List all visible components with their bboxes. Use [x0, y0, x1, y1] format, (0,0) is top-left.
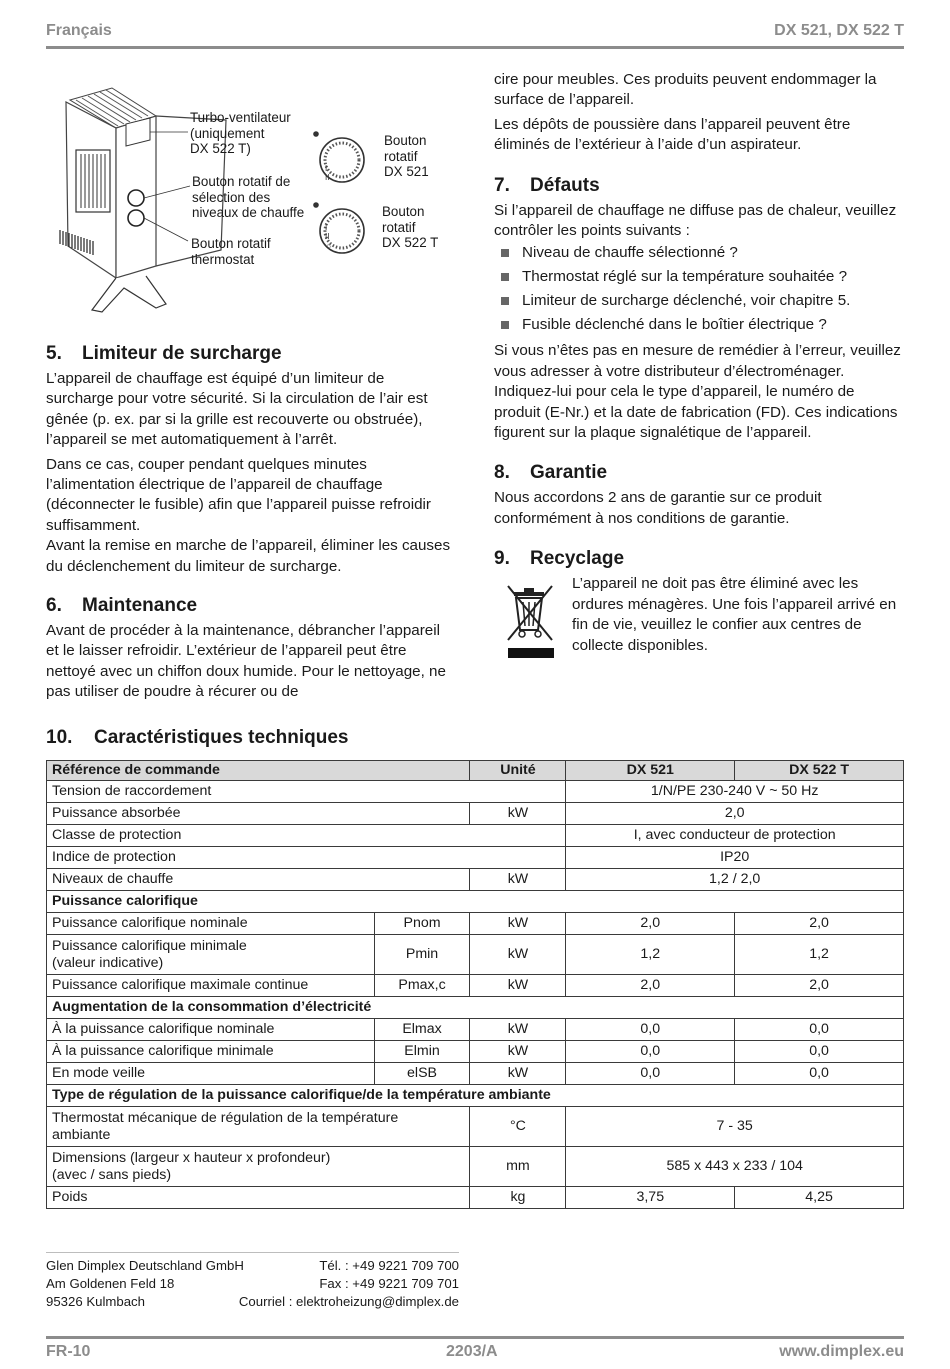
- section-9-p1: L’appareil ne doit pas être éliminé avec les ordures ménagères. Une fois l’appareil arrivé en fin de vie, veuillez le confier aux centres de collecte disponibles.: [572, 575, 897, 654]
- fax-number: Fax : +49 9221 709 701: [319, 1276, 459, 1291]
- revision: 2203/A: [446, 1343, 498, 1360]
- section-10-heading: 10. Caractéristiques techniques: [46, 727, 349, 748]
- list-item: Niveau de chauffe sélectionné ?: [494, 241, 904, 265]
- table-row: À la puissance calorifique minimale Elmin kW 0,0 0,0: [47, 1041, 904, 1063]
- table-row: En mode veille elSB kW 0,0 0,0: [47, 1063, 904, 1085]
- table-row: Indice de protection IP20: [47, 847, 904, 869]
- header-models: DX 521, DX 522 T: [774, 22, 904, 39]
- section-6-heading: 6. Maintenance: [46, 595, 198, 617]
- section-7-outro: Si vous n’êtes pas en mesure de remédier à l’erreur, veuillez vous adresser à votre distributeur d’électroménager. Indiquez-lui pour cela le type d’appareil, le numéro de produit (E-Nr.) et la date de fabrication (FD). Ces indications figurent sur la plaque signalétique de l’appareil.: [494, 342, 901, 442]
- section-9-heading: 9. Recyclage: [494, 548, 625, 570]
- label-turbo-fan: Turbo-ventilateur (uniquement DX 522 T): [190, 110, 291, 157]
- weee-bin-icon: [502, 578, 562, 668]
- list-item: Fusible déclenché dans le boîtier électrique ?: [494, 313, 904, 337]
- section-8-heading: 8. Garantie: [494, 462, 608, 484]
- footer-rule: [46, 1336, 904, 1339]
- table-row: Niveaux de chauffe kW 1,2 / 2,0: [47, 869, 904, 891]
- table-row: Puissance calorifique nominale Pnom kW 2,0 2,0: [47, 913, 904, 935]
- page-header: [46, 22, 904, 44]
- section-6-p1: Avant de procéder à la maintenance, débrancher l’appareil et le laisser refroidir. L’extérieur de l’appareil peut être nettoyé avec un chiffon doux humide. Pour le nettoyage, ne pas utiliser de poudre à récurer ou de: [46, 622, 446, 701]
- left-column: [46, 342, 454, 707]
- table-row: Thermostat mécanique de régulation de la température ambiante °C 7 - 35: [47, 1107, 904, 1147]
- email-address: Courriel : elektroheizung@dimplex.de: [238, 1294, 459, 1309]
- table-section-row: Puissance calorifique: [47, 891, 904, 913]
- table-row: Tension de raccordement 1/N/PE 230-240 V ~ 50 Hz: [47, 781, 904, 803]
- label-thermostat: Bouton rotatif thermostat: [191, 236, 271, 267]
- table-section-row: Type de régulation de la puissance calorifique/de la température ambiante: [47, 1085, 904, 1107]
- section-6-p1-cont: cire pour meubles. Ces produits peuvent endommager la surface de l’appareil.: [494, 71, 877, 109]
- section-5-heading: 5. Limiteur de surcharge: [46, 343, 282, 364]
- defects-list: [494, 241, 904, 337]
- section-5-p1: L’appareil de chauffage est équipé d’un limiteur de surcharge pour votre sécurité. Si la circulation de l’air est gênée (p. ex. par si la grille est recouverte ou obstruée), l’appareil se met automatiquement à l’arrêt.: [46, 370, 428, 449]
- page-footer: [46, 1343, 904, 1363]
- list-item: Thermostat réglé sur la température souhaitée ?: [494, 265, 904, 289]
- heater-figure: [46, 78, 454, 328]
- section-5-p3: Avant la remise en marche de l’appareil, éliminer les causes du déclenchement du limiteur de surcharge.: [46, 537, 451, 575]
- city-address: 95326 Kulmbach: [46, 1294, 145, 1309]
- knob-marks-1: I II: [325, 164, 330, 182]
- section-8-p1: Nous accordons 2 ans de garantie sur ce produit conformément à nos conditions de garantie.: [494, 489, 822, 527]
- section-6-p2: Les dépôts de poussière dans l’appareil peuvent être éliminés de l’extérieur à l’aide d’un aspirateur.: [494, 115, 851, 154]
- table-section-row: Augmentation de la consommation d’électricité: [47, 997, 904, 1019]
- table-row: Puissance calorifique minimale (valeur indicative) Pmin kW 1,2 1,2: [47, 935, 904, 975]
- table-row: Classe de protection I, avec conducteur de protection: [47, 825, 904, 847]
- table-row: Poids kg 3,75 4,25: [47, 1187, 904, 1209]
- section-5-p2: Dans ce cas, couper pendant quelques minutes l’alimentation électrique de l’appareil de chauffage (déconnecter le fusible) afin que l’appareil puisse refroidir suffisamment.: [46, 455, 431, 534]
- table-row: Dimensions (largeur x hauteur x profondeur) (avec / sans pieds) mm 585 x 443 x 233 / 104: [47, 1147, 904, 1187]
- right-column: [494, 70, 904, 664]
- header-language: Français: [46, 22, 112, 39]
- label-knob-dx522t: Bouton rotatif DX 522 T: [382, 204, 439, 251]
- website: www.dimplex.eu: [779, 1343, 904, 1360]
- label-level-selector: Bouton rotatif de sélection des niveaux de chauffe: [192, 174, 305, 221]
- page-number: FR-10: [46, 1343, 91, 1360]
- address-rule: [46, 1252, 459, 1253]
- address-block: [46, 1252, 459, 1311]
- section-7-intro: Si l’appareil de chauffage ne diffuse pas de chaleur, veuillez contrôler les points suivants :: [494, 201, 897, 240]
- spec-table: [46, 760, 904, 1209]
- table-row: À la puissance calorifique nominale Elmax kW 0,0 0,0: [47, 1019, 904, 1041]
- recycling-block: [494, 574, 904, 664]
- street-address: Am Goldenen Feld 18: [46, 1276, 175, 1291]
- phone-number: Tél. : +49 9221 709 700: [319, 1258, 459, 1273]
- section-7-heading: 7. Défauts: [494, 174, 600, 196]
- company-name: Glen Dimplex Deutschland GmbH: [46, 1258, 244, 1273]
- knob-marks-2: I II ☼: [325, 223, 333, 250]
- label-knob-dx521: Bouton rotatif DX 521: [384, 133, 429, 180]
- table-row: Puissance absorbée kW 2,0: [47, 803, 904, 825]
- list-item: Limiteur de surcharge déclenché, voir chapitre 5.: [494, 289, 904, 313]
- table-row: Puissance calorifique maximale continue Pmax,c kW 2,0 2,0: [47, 975, 904, 997]
- header-rule: [46, 46, 904, 49]
- table-header-row: Référence de commande Unité DX 521 DX 522 T: [47, 761, 904, 781]
